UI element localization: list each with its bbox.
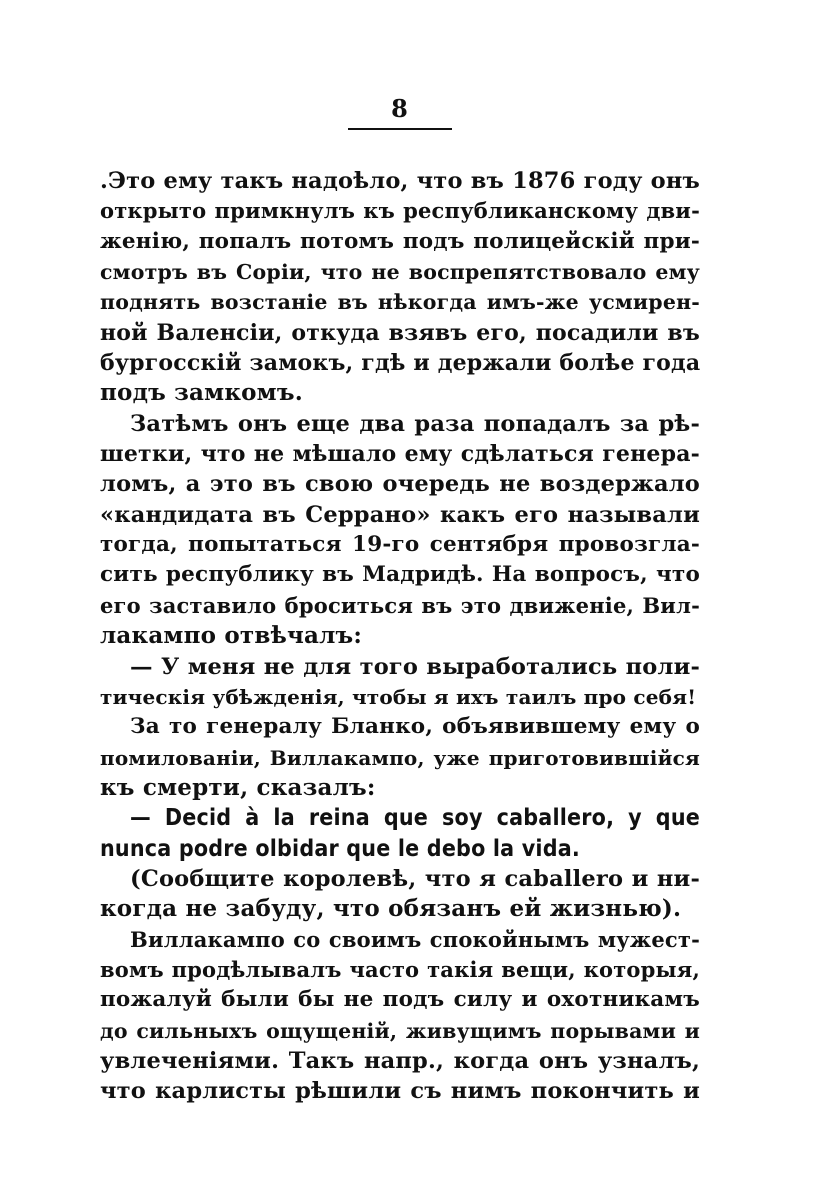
text-line: Затѣмъ онъ еще два раза попадалъ за рѣ-	[130, 410, 700, 437]
text-line: Виллакампо со своимъ спокойнымъ мужест-	[130, 926, 700, 952]
body-text	[100, 166, 700, 1107]
text-line: до сильныхъ ощущеній, живущимъ порывами и	[100, 1018, 700, 1043]
text-line: (Сообщите королевѣ, что я caballero и ни-	[130, 865, 700, 892]
text-line: поднять возстаніе въ нѣкогда имъ-же усмирен-	[100, 290, 700, 315]
text-line: когда не забуду, что обязанъ ей жизнью).	[100, 895, 682, 923]
text-line: За то генералу Бланко, объявившему ему о	[130, 714, 700, 740]
text-line: — Decid à la reina que soy caballero, y que	[130, 805, 700, 832]
text-line: .Это ему такъ надоѣло, что въ 1876 году онъ	[100, 168, 700, 194]
text-line: подъ замкомъ.	[100, 379, 303, 407]
text-line: — У меня не для того выработались поли-	[130, 653, 700, 680]
text-line: женію, попалъ потомъ подъ полицейскій при-	[100, 228, 700, 254]
page-number: 8	[391, 94, 409, 123]
text-line: что карлисты рѣшили съ нимъ покончить и	[100, 1078, 700, 1105]
text-line: его заставило броситься въ это движеніе, Вил-	[100, 592, 700, 618]
text-line: бургосскій замокъ, гдѣ и держали болѣе года	[100, 350, 700, 377]
text-line: лакампо отвѣчалъ:	[100, 622, 363, 650]
text-line: увлеченіями. Такъ напр., когда онъ узналъ,	[100, 1047, 700, 1074]
text-line: шетки, что не мѣшало ему сдѣлаться генера-	[100, 441, 700, 468]
text-line: помилованіи, Виллакампо, уже приготовившійся	[100, 745, 700, 770]
header-rule	[348, 128, 452, 130]
text-line: вомъ продѣлывалъ часто такія вещи, которыя,	[100, 956, 700, 982]
text-line: смотръ въ Соріи, что не воспрепятствовало ему	[100, 260, 700, 285]
text-line: ной Валенсіи, откуда взявъ его, посадили въ	[100, 319, 700, 346]
text-line: открыто примкнулъ къ республиканскому дви-	[100, 198, 700, 224]
text-line: пожалуй были бы не подъ силу и охотникамъ	[100, 987, 700, 1013]
text-line: «кандидата въ Серрано» какъ его называли	[100, 501, 700, 528]
text-line: тогда, попытаться 19-го сентября провозгла-	[100, 532, 700, 558]
text-line: nunca podre olbidar que le debo la vida.	[100, 835, 580, 862]
text-line: ломъ, а это въ свою очередь не воздержало	[100, 471, 700, 498]
text-line: къ смерти, сказалъ:	[100, 773, 376, 801]
text-line: тическія убѣжденія, чтобы я ихъ таилъ про себя!	[100, 684, 697, 709]
text-line: сить республику въ Мадридѣ. На вопросъ, что	[100, 562, 700, 588]
